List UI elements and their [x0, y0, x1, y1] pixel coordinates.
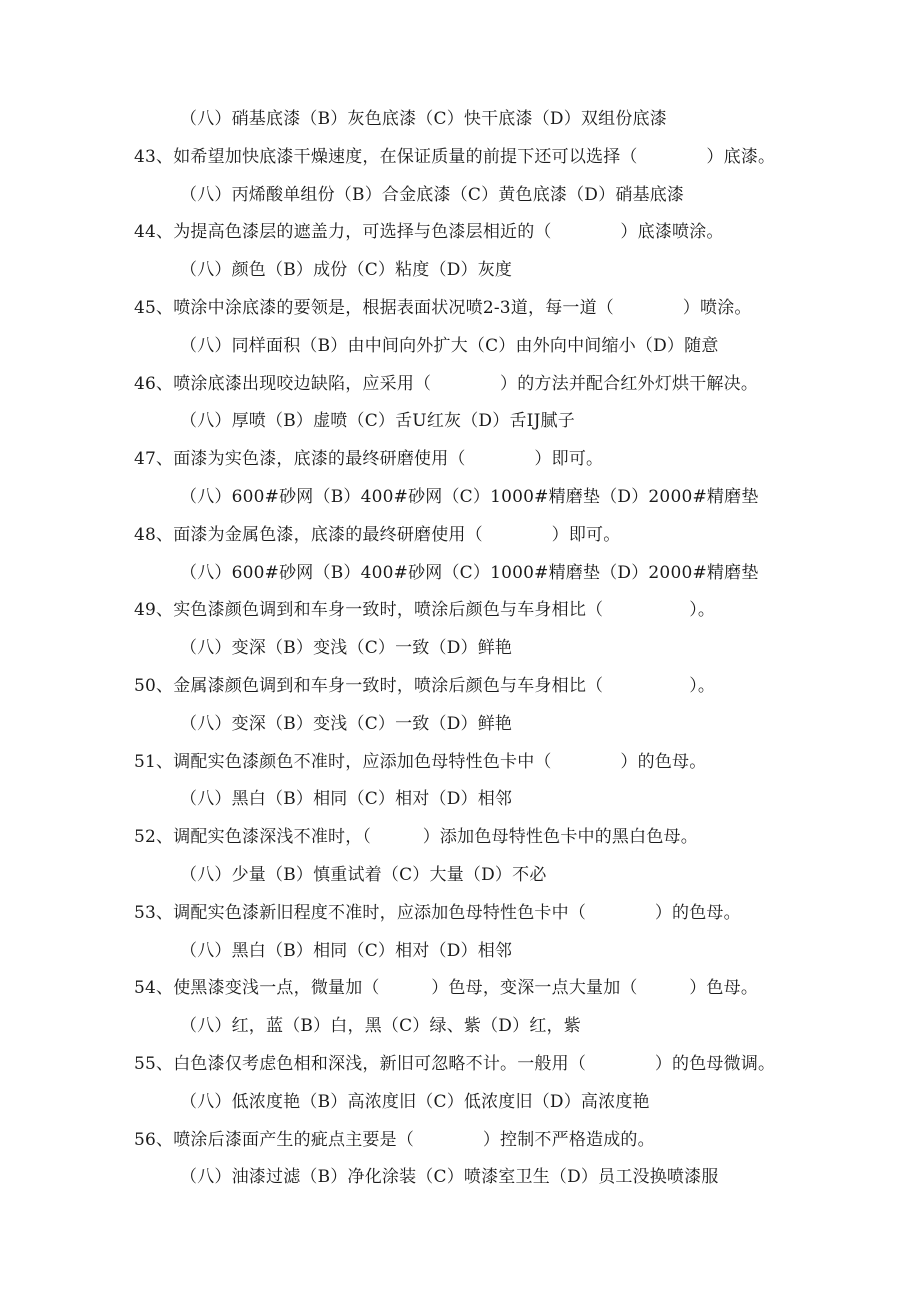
question-line: 44、为提高色漆层的遮盖力，可选择与色漆层相近的（ ）底漆喷涂。 [134, 222, 724, 243]
options-line: （八）黑白（B）相同（C）相对（D）相邻 [180, 940, 513, 961]
options-line: （八）变深（B）变浅（C）一致（D）鲜艳 [180, 713, 513, 734]
question-line: 55、白色漆仅考虑色相和深浅，新旧可忽略不计。一般用（ ）的色母微调。 [134, 1053, 776, 1074]
question-line: 52、调配实色漆深浅不准时，（ ）添加色母特性色卡中的黑白色母。 [134, 827, 698, 848]
options-line: （八）硝基底漆（B）灰色底漆（C）快干底漆（D）双组份底漆 [180, 109, 667, 129]
options-line: （八）变深（B）变浅（C）一致（D）鲜艳 [180, 638, 513, 659]
question-line: 53、调配实色漆新旧程度不准时，应添加色母特性色卡中（ ）的色母。 [134, 902, 741, 923]
question-line: 47、面漆为实色漆，底漆的最终研磨使用（ ）即可。 [134, 449, 604, 470]
options-line: （八）低浓度艳（B）高浓度旧（C）低浓度旧（D）高浓度艳 [180, 1091, 650, 1112]
options-line: （八）油漆过滤（B）净化涂装（C）喷漆室卫生（D）员工没换喷漆服 [180, 1167, 719, 1188]
options-line: （八）厚喷（B）虚喷（C）舌U红灰（D）舌IJ腻子 [180, 411, 575, 432]
question-list [0, 101, 920, 1197]
question-line: 50、金属漆颜色调到和车身一致时，喷涂后颜色与车身相比（ ）。 [134, 675, 716, 696]
options-line: （八）黑白（B）相同（C）相对（D）相邻 [180, 789, 513, 810]
question-line: 45、喷涂中涂底漆的要领是，根据表面状况喷2-3道，每一道（ ）喷涂。 [134, 297, 752, 318]
options-line: （八）丙烯酸单组份（B）合金底漆（C）黄色底漆（D）硝基底漆 [180, 184, 685, 205]
question-line: 46、喷涂底漆出现咬边缺陷，应采用（ ）的方法并配合红外灯烘干解决。 [134, 373, 759, 394]
question-line: 56、喷涂后漆面产生的疵点主要是（ ）控制不严格造成的。 [134, 1129, 655, 1150]
options-line: （八）红，蓝（B）白，黑（C）绿、紫（D）红，紫 [180, 1016, 581, 1037]
options-line: （八）颜色（B）成份（C）粘度（D）灰度 [180, 260, 513, 281]
options-line: （八）600#砂网（B）400#砂网（C）1000#精磨垫（D）2000#精磨垫 [180, 562, 759, 583]
question-line: 51、调配实色漆颜色不准时，应添加色母特性色卡中（ ）的色母。 [134, 751, 707, 772]
options-line: （八）少量（B）慎重试着（C）大量（D）不必 [180, 864, 547, 885]
options-line: （八）同样面积（B）由中间向外扩大（C）由外向中间缩小（D）随意 [180, 335, 719, 356]
question-line: 54、使黑漆变浅一点，微量加（ ）色母，变深一点大量加（ ）色母。 [134, 978, 759, 999]
question-line: 43、如希望加快底漆干燥速度，在保证质量的前提下还可以选择（ ）底漆。 [134, 146, 776, 167]
question-line: 49、实色漆颜色调到和车身一致时，喷涂后颜色与车身相比（ ）。 [134, 600, 716, 621]
question-line: 48、面漆为金属色漆，底漆的最终研磨使用（ ）即可。 [134, 524, 621, 545]
options-line: （八）600#砂网（B）400#砂网（C）1000#精磨垫（D）2000#精磨垫 [180, 486, 759, 507]
